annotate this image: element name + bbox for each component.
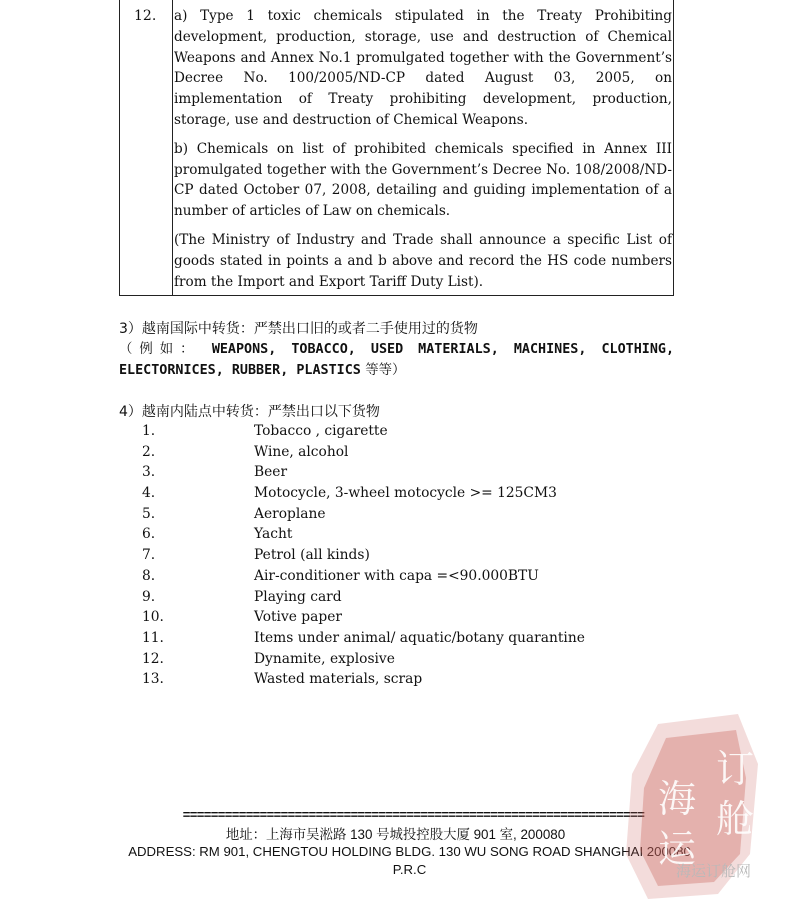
svg-text:舱: 舱 [716,797,755,841]
svg-text:运: 运 [658,827,697,871]
row-number: 12. [134,8,157,24]
item-number: 3. [142,464,156,481]
item-text: Items under animal/ aquatic/botany quarantine [254,629,585,646]
row-text-cell [174,6,672,300]
item-number: 12. [142,650,164,667]
item-number: 8. [142,567,156,584]
example-open: （例如： [119,342,201,357]
address-english: ADDRESS: RM 901, CHENGTOU HOLDING BLDG. 130 WU SONG ROAD SHANGHAI 200080 [128,844,691,859]
example-close: 等等） [365,363,406,378]
item-text: Playing card [254,588,342,605]
address-chinese: 地址：上海市吴淞路 130 号城投控股大厦 901 室, 200080 [225,827,566,842]
example-items: WEAPONS, TOBACCO, USED MATERIALS, MACHINES, CLOTHING, ELECTORNICES, RUBBER, PLASTICS [119,342,675,378]
paragraph-note: (The Ministry of Industry and Trade shall announce a specific List of goods stated in points a and b above and record the HS code numbers from the Import and Export Tariff Duty List). [174,231,672,290]
item-number: 9. [142,588,156,605]
item-text: Aeroplane [254,505,326,522]
item-text: Beer [254,464,288,481]
item-text: Dynamite, explosive [254,650,395,667]
item-number: 5. [142,505,156,522]
section3-example [119,339,674,381]
item-text: Wine, alcohol [254,443,349,460]
svg-text:订: 订 [716,747,755,791]
item-number: 1. [142,423,156,439]
country-line: P.R.C [392,862,427,877]
item-text: Petrol (all kinds) [254,547,370,564]
item-number: 6. [142,526,156,543]
item-text: Tobacco , cigarette [254,423,388,439]
item-text: Yacht [254,526,293,543]
regulation-table [119,0,674,296]
row-number-cell [120,0,173,295]
section3-heading: 3）越南国际中转货：严禁出口旧的或者二手使用过的货物 [119,321,478,337]
item-number: 2. [142,443,156,460]
item-text: Motocycle, 3-wheel motocycle >= 125CM3 [254,485,557,502]
item-number: 7. [142,547,156,564]
item-number: 10. [142,609,164,626]
svg-text:海: 海 [658,777,697,821]
item-text: Air-conditioner with capa =<90.000BTU [254,567,539,584]
footer-rule: ================================================================== [182,807,645,822]
item-number: 11. [142,629,164,646]
item-number: 13. [142,671,164,688]
watermark-text: 海运订舱网 [676,862,752,880]
section4-heading: 4）越南内陆点中转货：严禁出口以下货物 [119,404,380,420]
item-text: Wasted materials, scrap [254,671,423,688]
item-number: 4. [142,485,156,502]
item-text: Votive paper [254,609,342,626]
paragraph-b: b) Chemicals on list of prohibited chemicals specified in Annex III promulgated together with the Government’s Decree No. 108/2008/ND-CP dated October 07, 2008, detailing and guiding implementation of a number of articles of Law on chemicals. [174,140,672,220]
paragraph-a: a) Type 1 toxic chemicals stipulated in the Treaty Prohibiting development, production, storage, use and destruction of Chemical Weapons and Annex No.1 promulgated together with the Government’s Decree No. 100/2005/ND-CP dated August 03, 2005, on implementation of Treaty prohibiting development, production, storage, use and destruction of Chemical Weapons. [174,8,672,128]
